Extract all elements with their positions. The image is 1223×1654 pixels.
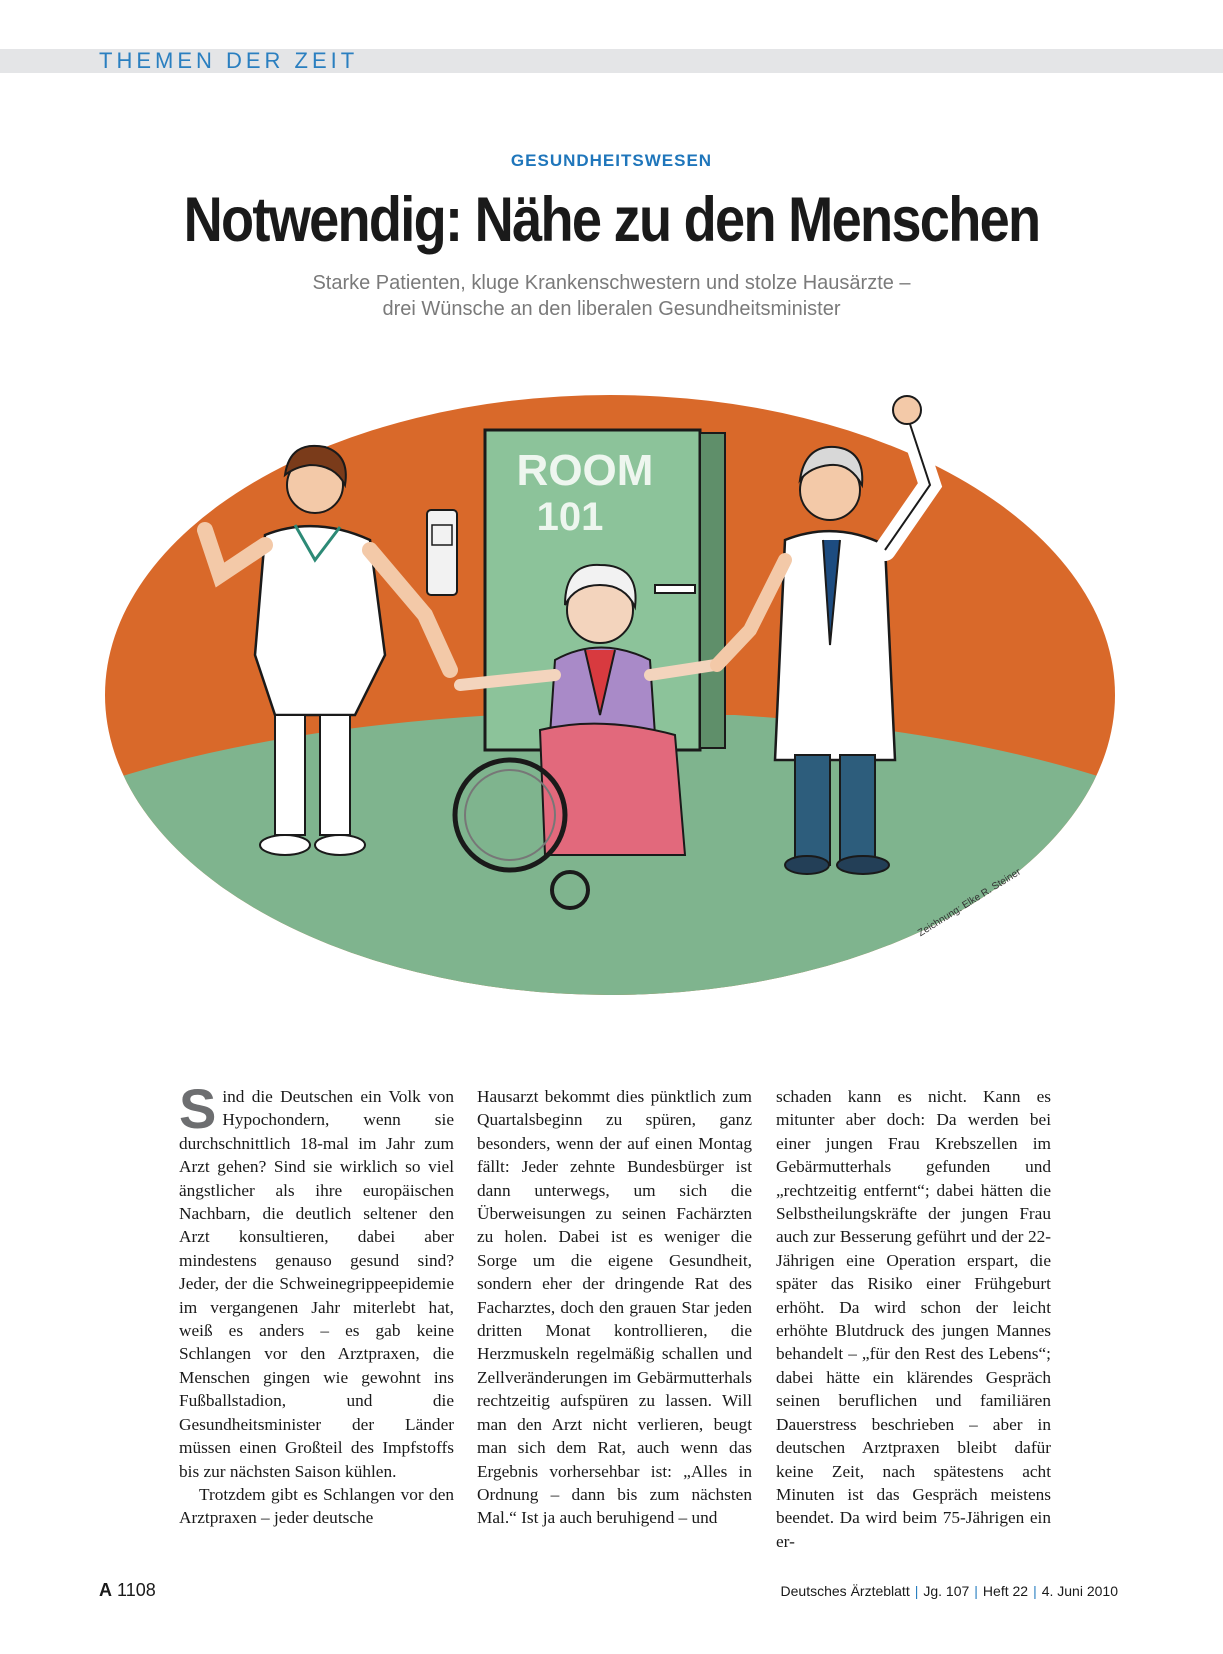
separator: | (914, 1583, 919, 1599)
door-sign-number: 101 (536, 495, 604, 539)
journal-date: 4. Juni 2010 (1041, 1583, 1118, 1599)
journal-issue: Heft 22 (982, 1583, 1029, 1599)
paragraph: Hausarzt bekommt dies pünktlich zum Quartalsbeginn zu spüren, ganz besonders, wenn der auf einen Montag fällt: Jeder zehnte Bundesbürger ist dann unterwegs, um sich die Überweisungen zu seinen Fachärzten zu holen. Dabei ist es weniger die Sorge um die eigene Gesundheit, sondern eher der dringende Rat des Facharztes, doch den grauen Star jeden dritten Monat kontrollieren, die Herzmuskeln regelmäßig schallen und Zellveränderungen im Gebärmutterhals rechtzeitig aufspüren zu lassen. Will man den Arzt nicht verlieren, beugt man sich dem Rat, auch wenn das Ergebnis vorhersehbar ist: „Alles in Ordnung – dann bis zum nächsten Mal.“ Ist ja auch beruhigend – und (477, 1087, 752, 1528)
illustration-credit: Zeichnung: Elke R. Steiner (916, 866, 1023, 939)
text-column-2 (477, 1085, 752, 1530)
article-kicker: GESUNDHEITSWESEN (510, 151, 713, 170)
page-prefix: A (99, 1580, 112, 1600)
article-subtitle-line-2: drei Wünsche an den liberalen Gesundheitsminister (382, 298, 841, 320)
text-column-3 (776, 1085, 1051, 1553)
journal-info (781, 1583, 1118, 1599)
paragraph-text: ind die Deutschen ein Volk von Hypochondern, wenn sie durchschnittlich 18-mal im Jahr zum Arzt gehen? Sind sie wirklich so viel ängstlicher als ihre europäischen Nachbarn, die deutlich seltener den Arzt konsultieren, dabei aber mindestens genauso gesund sind? Jeder, der die Schweinegrippeepidemie im vergangenen Jahr miterlebt hat, weiß es anders – es gab keine Schlangen vor den Arztpraxen, die Menschen gingen wie gewohnt ins Fußballstadion, und die Gesundheitsminister der Länder müssen einen Großteil des Impfstoffs bis zur nächsten Saison kühlen. (179, 1087, 454, 1481)
paragraph: schaden kann es nicht. Kann es mitunter aber doch: Da werden bei einer jungen Frau Krebszellen im Gebärmutterhals gefunden und „rechtzeitig entfernt“; dabei hätten die Selbstheilungskräfte der jungen Frau auch zur Besserung geführt und der 22-Jährigen eine Operation erspart, die später das Risiko einer Frühgeburt erhöht. Da wird schon der leicht erhöhte Blutdruck des jungen Mannes behandelt – „für den Rest des Lebens“; dabei hätte ein klärendes Gespräch seinen beruflichen und familiären Dauerstress beschrieben – aber in deutschen Arztpraxen bleibt dafür keine Zeit, nach spätestens acht Minuten ist das Gespräch meistens beendet. Da wird beim 75-Jährigen ein er- (776, 1087, 1051, 1551)
section-label: THEMEN DER ZEIT (99, 48, 359, 73)
article-illustration (95, 385, 1125, 1005)
page-number-value: 1108 (117, 1580, 156, 1600)
article-title: Notwendig: Nähe zu den Menschen (183, 185, 1040, 255)
separator: | (1033, 1583, 1037, 1599)
door-sign-room: ROOM (516, 446, 654, 495)
disinfectant-dispenser-icon (427, 510, 457, 595)
paragraph (179, 1077, 454, 1483)
drop-cap: S (179, 1077, 217, 1140)
page-number (99, 1580, 156, 1601)
journal-name: Deutsches Ärzteblatt (780, 1583, 910, 1599)
separator: | (974, 1583, 978, 1599)
paragraph: Trotzdem gibt es Schlangen vor den Arztpraxen – jeder deutsche (179, 1484, 454, 1528)
journal-volume: Jg. 107 (923, 1583, 970, 1599)
text-column-1 (179, 1077, 454, 1530)
article-subtitle-line-1: Starke Patienten, kluge Krankenschwestern und stolze Hausärzte – (312, 272, 911, 294)
raised-fist-icon (893, 396, 921, 424)
